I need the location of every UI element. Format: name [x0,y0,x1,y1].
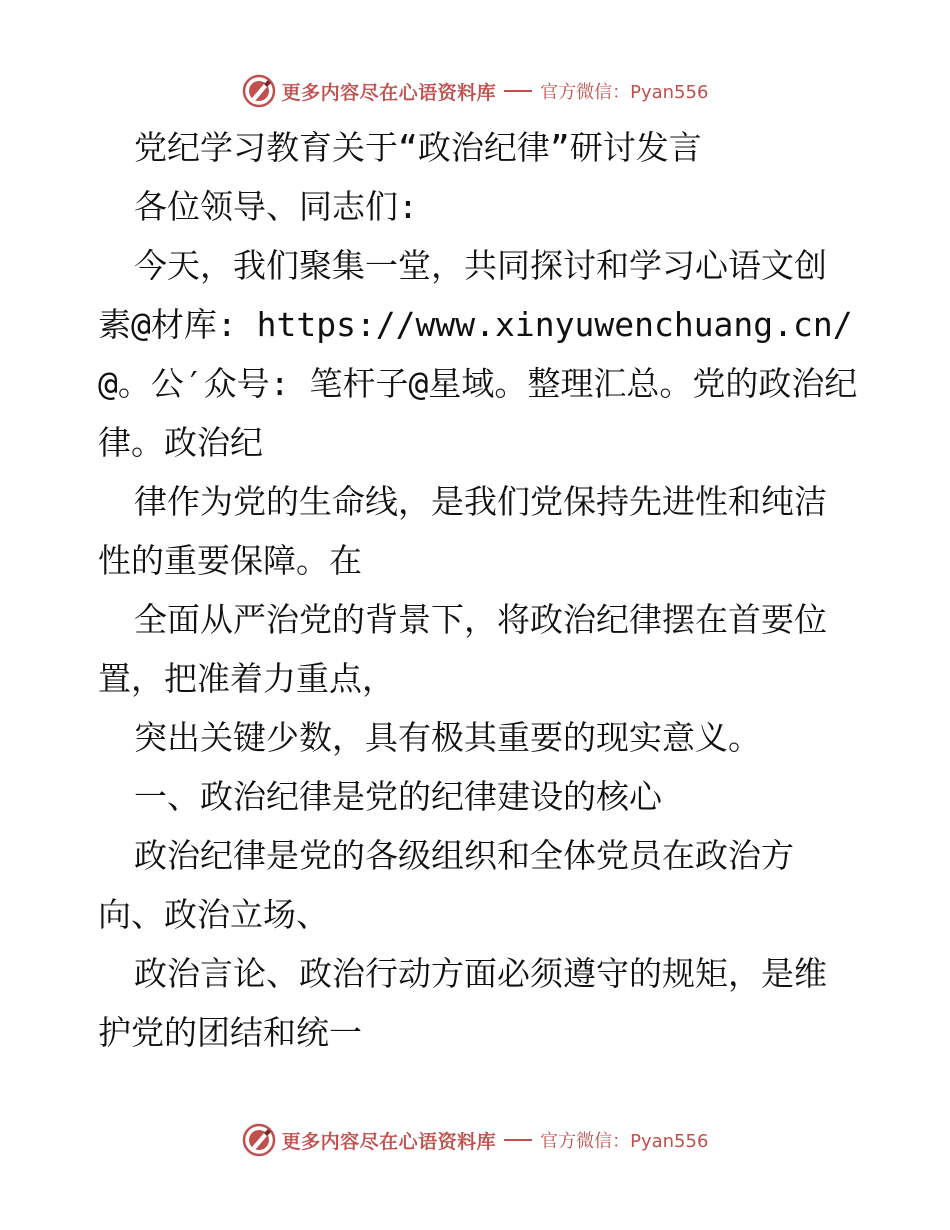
paragraph-intro: 今天，我们聚集一堂，共同探讨和学习心语文创素@材库: https://www.xinyuwenchuang.cn/@。公′众号: 笔杆子@星域。整理汇总。党的政治纪律。政治纪 [98,246,858,462]
fountain-pen-seal-icon [242,74,276,108]
fountain-pen-seal-icon [242,1123,276,1157]
document-body [98,118,858,1062]
footer-watermark [0,1120,950,1160]
watermark-wechat: 官方微信：Pyan556 [540,1131,709,1152]
paragraph-lifeline: 律作为党的生命线，是我们党保持先进性和纯洁性的重要保障。在 [98,482,827,580]
watermark-wechat: 官方微信：Pyan556 [540,82,709,103]
document-title: 党纪学习教育关于“政治纪律”研讨发言 [134,128,702,167]
watermark-text: 更多内容尽在心语资料库 [281,1130,497,1153]
paragraph-context: 全面从严治党的背景下，将政治纪律摆在首要位置，把准着力重点， [98,600,827,698]
paragraph-key-minority: 突出关键少数，具有极其重要的现实意义。 [134,718,761,757]
watermark-dash [504,1139,532,1141]
watermark-text: 更多内容尽在心语资料库 [281,81,497,104]
paragraph-rules: 政治言论、政治行动方面必须遵守的规矩，是维护党的团结和统一 [98,954,827,1052]
watermark-dash [504,90,532,92]
paragraph-greeting: 各位领导、同志们: [134,187,418,226]
paragraph-definition: 政治纪律是党的各级组织和全体党员在政治方向、政治立场、 [98,836,794,934]
header-watermark [0,71,950,111]
section-heading-1: 一、政治纪律是党的纪律建设的核心 [134,777,662,816]
